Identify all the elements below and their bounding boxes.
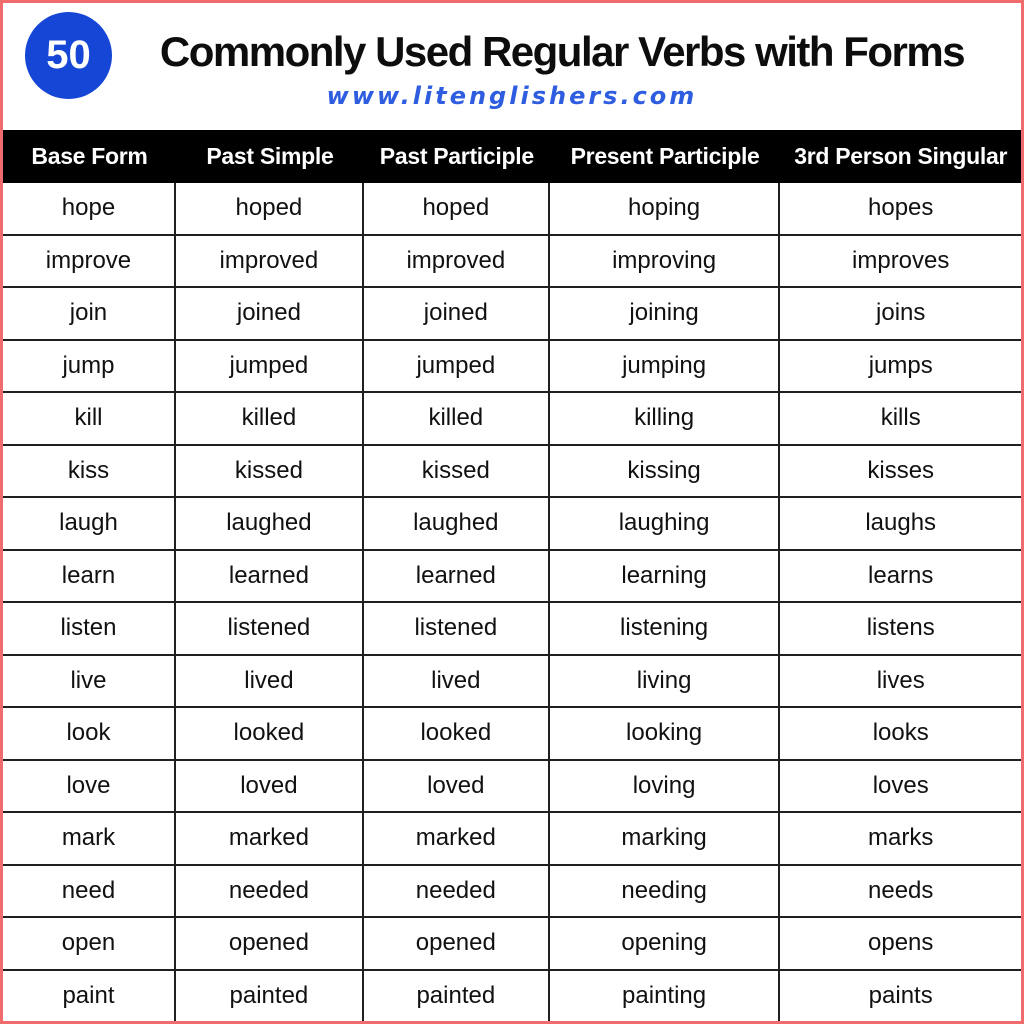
table-cell: lived — [176, 656, 364, 707]
table-cell: killed — [176, 393, 364, 444]
column-header: Past Participle — [379, 143, 534, 169]
table-cell: opened — [176, 918, 364, 969]
table-cell: listening — [550, 603, 781, 654]
table-row — [3, 603, 1021, 656]
table-cell: improve — [3, 236, 176, 287]
table-cell: jumping — [550, 341, 781, 392]
table-cell: listened — [176, 603, 364, 654]
table-cell: loved — [176, 761, 364, 812]
table-row — [3, 446, 1021, 499]
table-cell: marking — [550, 813, 781, 864]
table-cell: kisses — [867, 456, 935, 484]
table-cell: jumps — [868, 351, 933, 379]
table-cell: laughed — [364, 498, 550, 549]
column-header: Past Simple — [206, 143, 334, 169]
table-row — [3, 656, 1021, 709]
table-cell: kills — [880, 404, 921, 432]
page-title: Commonly Used Regular Verbs with Forms — [159, 28, 965, 75]
table-cell: improved — [364, 236, 550, 287]
table-cell: learns — [868, 561, 934, 589]
table-cell: learning — [550, 551, 781, 602]
table-cell: marked — [176, 813, 364, 864]
table-cell: hoping — [550, 183, 781, 234]
table-cell: marked — [364, 813, 550, 864]
table-cell: listen — [3, 603, 176, 654]
table-cell: loving — [550, 761, 781, 812]
table-cell: marks — [868, 824, 934, 852]
table-cell: join — [3, 288, 176, 339]
table-row — [3, 971, 1021, 1022]
table-cell: hope — [3, 183, 176, 234]
column-header: 3rd Person Singular — [794, 143, 1008, 169]
website-url: www.litenglishers.com — [326, 82, 698, 111]
table-cell: kissed — [364, 446, 550, 497]
table-cell: look — [3, 708, 176, 759]
table-cell: jump — [3, 341, 176, 392]
table-cell: lived — [364, 656, 550, 707]
table-cell: joining — [550, 288, 781, 339]
table-cell: needs — [868, 876, 934, 904]
table-cell: improved — [176, 236, 364, 287]
table-cell: kissed — [176, 446, 364, 497]
count-badge-number: 50 — [46, 33, 91, 77]
table-cell: living — [550, 656, 781, 707]
table-cell: hoped — [364, 183, 550, 234]
table-cell: laughed — [176, 498, 364, 549]
table-cell: killed — [364, 393, 550, 444]
table-cell: hoped — [176, 183, 364, 234]
table-cell: improving — [550, 236, 781, 287]
table-cell: paint — [3, 971, 176, 1022]
table-cell: painted — [364, 971, 550, 1022]
table-cell: listened — [364, 603, 550, 654]
table-cell: looked — [176, 708, 364, 759]
table-cell: live — [3, 656, 176, 707]
table-row — [3, 708, 1021, 761]
table-row — [3, 551, 1021, 604]
table-cell: improves — [852, 246, 950, 274]
table-cell: opened — [364, 918, 550, 969]
table-cell: looked — [364, 708, 550, 759]
table-row — [3, 341, 1021, 394]
count-badge — [25, 12, 112, 99]
table-cell: jumped — [176, 341, 364, 392]
table-cell: needed — [176, 866, 364, 917]
table-cell: joined — [176, 288, 364, 339]
table-row — [3, 761, 1021, 814]
column-header: Present Participle — [570, 143, 760, 169]
table-cell: learn — [3, 551, 176, 602]
table-cell: love — [3, 761, 176, 812]
table-cell: loves — [872, 771, 929, 799]
table-cell: joined — [364, 288, 550, 339]
table-cell: needed — [364, 866, 550, 917]
table-cell: kiss — [3, 446, 176, 497]
table-cell: painted — [176, 971, 364, 1022]
table-header-row — [3, 130, 1021, 183]
table-cell: laughing — [550, 498, 781, 549]
table-cell: listens — [866, 614, 935, 642]
table-cell: mark — [3, 813, 176, 864]
table-row — [3, 393, 1021, 446]
table-cell: joins — [876, 299, 926, 327]
column-header: Base Form — [31, 143, 148, 169]
table-body — [3, 183, 1021, 1021]
table-cell: killing — [550, 393, 781, 444]
table-cell: hopes — [868, 194, 934, 222]
table-cell: laugh — [3, 498, 176, 549]
table-cell: learned — [176, 551, 364, 602]
table-cell: kill — [3, 393, 176, 444]
table-cell: open — [3, 918, 176, 969]
poster-header — [3, 3, 1021, 130]
table-row — [3, 236, 1021, 289]
table-cell: loved — [364, 761, 550, 812]
table-cell: paints — [868, 981, 933, 1009]
table-cell: learned — [364, 551, 550, 602]
table-row — [3, 918, 1021, 971]
table-cell: needing — [550, 866, 781, 917]
table-cell: lives — [876, 666, 925, 694]
table-cell: looks — [872, 719, 929, 747]
table-row — [3, 498, 1021, 551]
table-cell: looking — [550, 708, 781, 759]
table-row — [3, 813, 1021, 866]
table-cell: painting — [550, 971, 781, 1022]
table-row — [3, 288, 1021, 341]
table-cell: laughs — [865, 509, 937, 537]
table-cell: need — [3, 866, 176, 917]
table-row — [3, 183, 1021, 236]
table-cell: jumped — [364, 341, 550, 392]
table-cell: opens — [868, 929, 934, 957]
table-cell: opening — [550, 918, 781, 969]
table-cell: kissing — [550, 446, 781, 497]
table-row — [3, 866, 1021, 919]
